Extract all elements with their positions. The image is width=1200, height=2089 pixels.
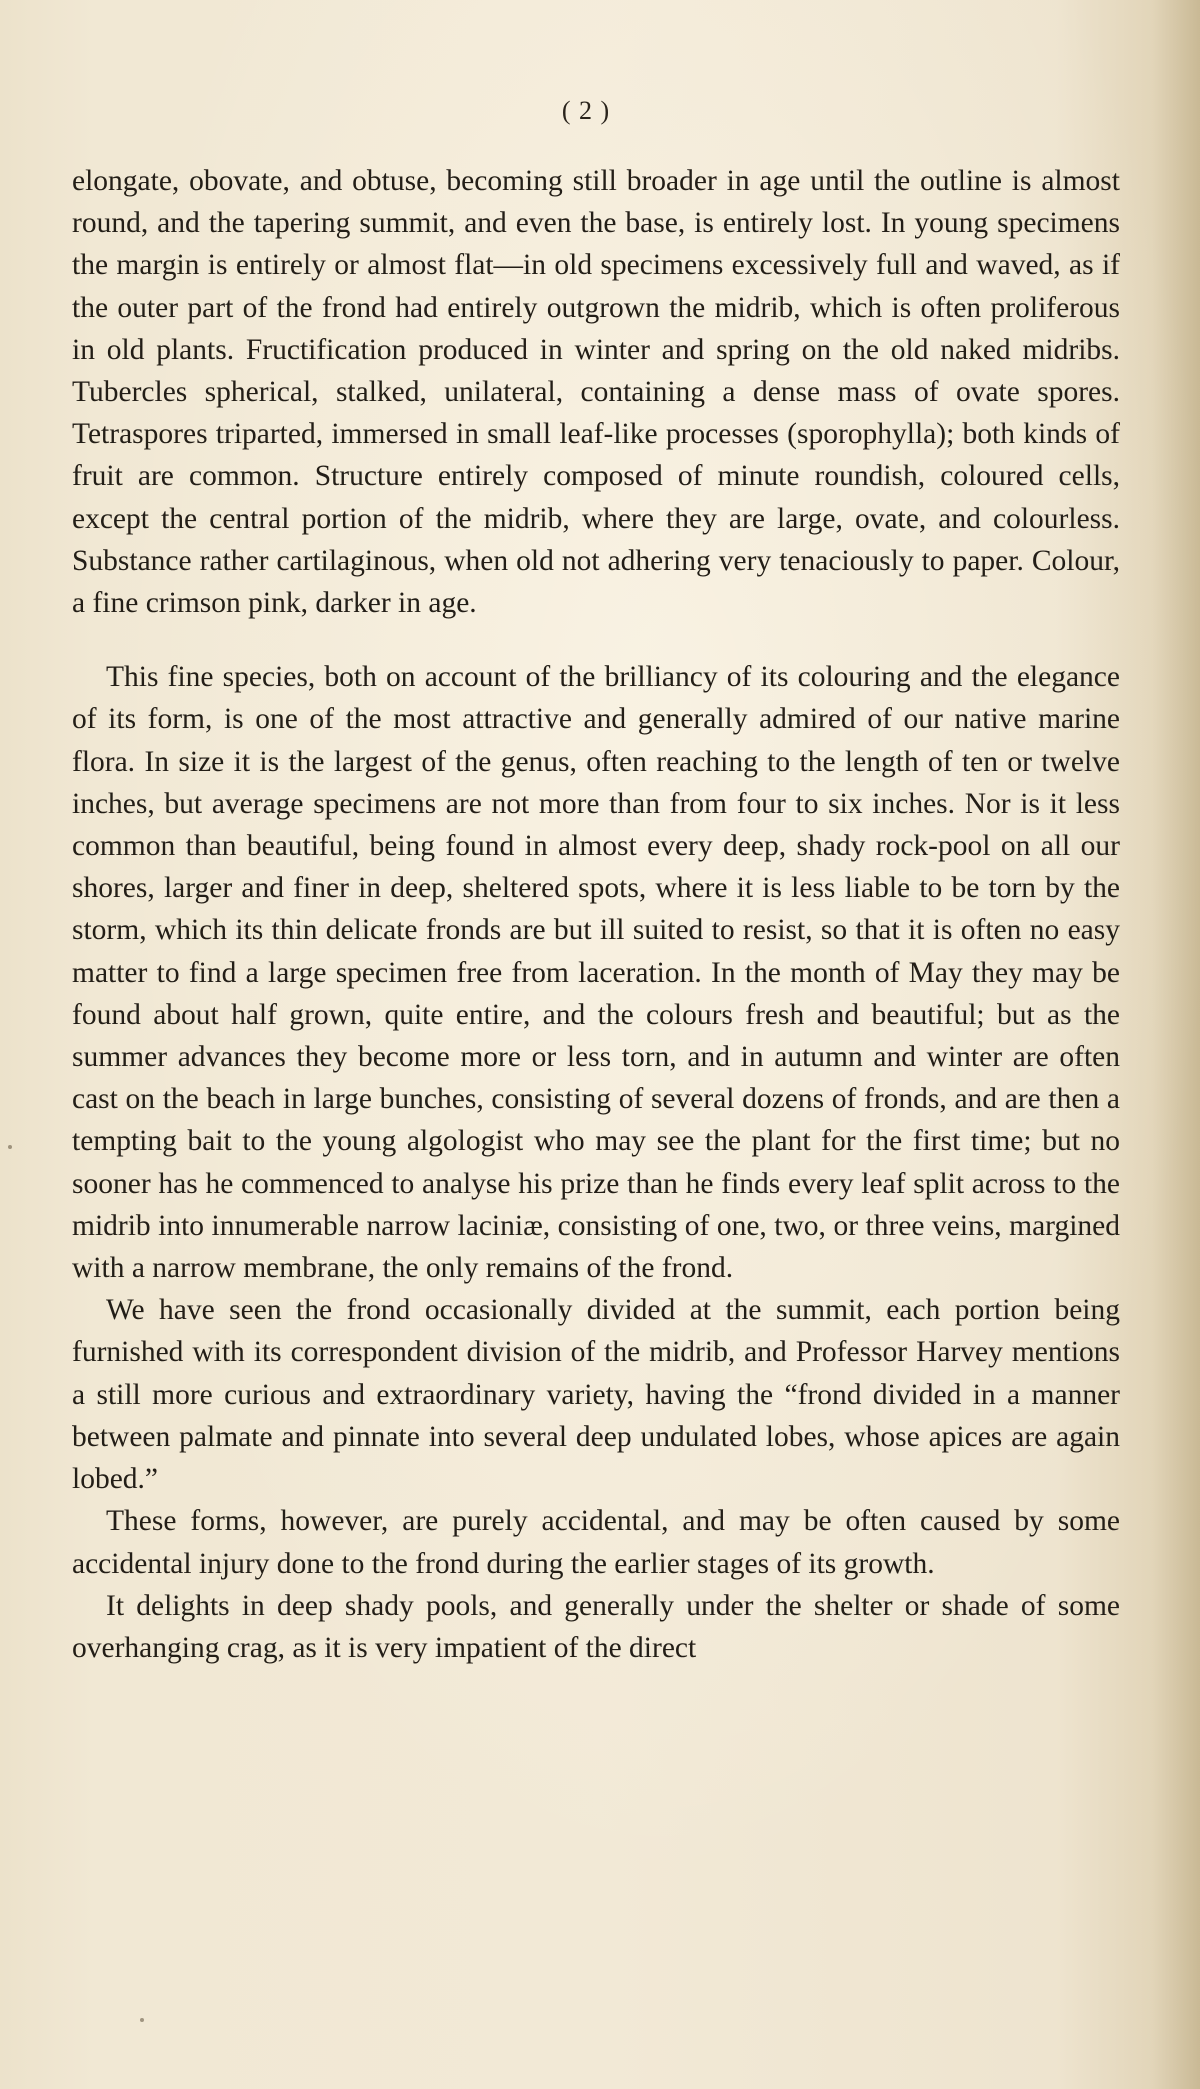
paragraph-accidental-forms: These forms, however, are purely accidental, and may be often caused by some accidental injury done to the frond during the earlier stages of its growth. (72, 1505, 1120, 1580)
page-number: ( 2 ) (561, 96, 611, 125)
paper-speck (140, 2018, 144, 2022)
page-text (72, 160, 1120, 1669)
paragraph-species-overview: This fine species, both on account of the brilliancy of its colouring and the elegance of its form, is one of the most attractive and generally admired of our native marine flora. In size it is the largest of the genus, often reaching to the length of ten or twelve inches, but average specimens are not more than from four to six inches. Nor is it less common than beautiful, being found in almost every deep, shady rock-pool on all our shores, larger and finer in deep, sheltered spots, where it is less liable to be torn by the storm, which its thin delicate fronds are but ill suited to resist, so that it is often no easy matter to find a large specimen free from laceration. In the month of May they may be found about half grown, quite entire, and the colours fresh and beautiful; but as the summer advances they become more or less torn, and in autumn and winter are often cast on the beach in large bunches, consisting of several dozens of fronds, and are then a tempting bait to the young algologist who may see the plant for the first time; but no sooner has he commenced to analyse his prize than he finds every leaf split across to the midrib into innumerable narrow laciniæ, consisting of one, two, or three veins, margined with a narrow membrane, the only remains of the frond. (72, 661, 1120, 1285)
paper-speck (8, 1145, 12, 1149)
paragraph-description-continued: elongate, obovate, and obtuse, becoming still broader in age until the outline is almost round, and the tapering summit, and even the base, is entirely lost. In young specimens the margin is entirely or almost flat—in old specimens excessively full and waved, as if the outer part of the frond had entirely outgrown the midrib, which is often proliferous in old plants. Fructification produced in winter and spring on the old naked midribs. Tubercles spherical, stalked, unilateral, containing a dense mass of ovate spores. Tetraspores triparted, immersed in small leaf-like processes (sporophylla); both kinds of fruit are common. Structure entirely composed of minute roundish, coloured cells, except the central portion of the midrib, where they are large, ovate, and colourless. Substance rather cartilaginous, when old not adhering very tenaciously to paper. Colour, a fine crimson pink, darker in age. (72, 165, 1120, 620)
paragraph-habitat: It delights in deep shady pools, and generally under the shelter or shade of some overhanging crag, as it is very impatient of the direct (72, 1589, 1120, 1664)
paragraph-frond-variety: We have seen the frond occasionally divided at the summit, each portion being furnished with its correspondent division of the midrib, and Professor Harvey mentions a still more curious and extraordinary variety, having the “frond divided in a manner between palmate and pinnate into several deep undulated lobes, whose apices are again lobed.” (72, 1294, 1120, 1496)
